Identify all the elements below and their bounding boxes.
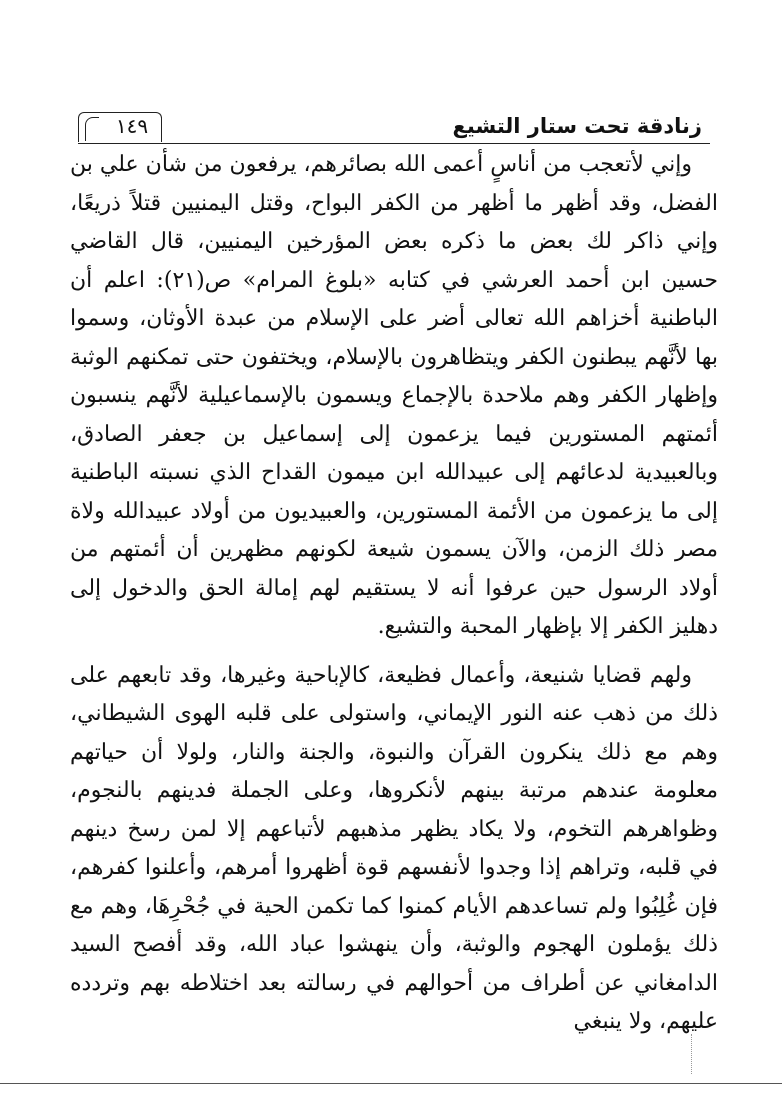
running-title: زنادقة تحت ستار التشيع: [452, 114, 702, 138]
margin-mark: [691, 1034, 696, 1074]
page-bottom-edge: [0, 1083, 782, 1084]
body-text: [70, 146, 718, 1042]
paragraph-2: ولهم قضايا شنيعة، وأعمال فظيعة، كالإباحية وغيرها، وقد تابعهم على ذلك من ذهب عنه النور الإيماني، واستولى على قلبه الهوى الشيطاني، وهم مع ذلك ينكرون القرآن والنبوة، والجنة والنار، ولولا أن حياتهم معلومة عندهم مرتبة بينهم لأنكروها، وعلى الجملة فدينهم بالنجوم، وظواهرهم التخوم، ولا يكاد يظهر مذهبهم لأتباعهم إلا لمن رسخ دينهم في قلبه، وتراهم إذا وجدوا لأنفسهم قوة أظهروا أمرهم، وأعلنوا كفرهم، فإن غُلِبُوا ولم تساعدهم الأيام كمنوا كما تكمن الحية في جُحْرِهَا، وهم مع ذلك يؤملون الهجوم والوثبة، وأن ينهشوا عباد الله، وقد أفصح السيد الدامغاني عن أطراف من أحوالهم في رسالته بعد اختلاطه بهم وتردده عليهم، ولا ينبغي: [70, 662, 718, 1034]
running-header: [78, 112, 710, 144]
paragraph-1: وإني لأتعجب من أناسٍ أعمى الله بصائرهم، يرفعون من شأن علي بن الفضل، وقد أظهر ما أظهر من الكفر البواح، وقتل اليمنيين قتلاً ذريعًا، وإني ذاكر لك بعض ما ذكره بعض المؤرخين اليمنيين، قال القاضي حسين ابن أحمد العرشي في كتابه «بلوغ المرام» ص(٢١): اعلم أن الباطنية أخزاهم الله تعالى أضر على الإسلام من عبدة الأوثان، وسموا بها لأنَّهم يبطنون الكفر ويتظاهرون بالإسلام، ويختفون حتى تمكنهم الوثبة وإظهار الكفر وهم ملاحدة بالإجماع ويسمون بالإسماعيلية لأنَّهم ينسبون أئمتهم المستورين فيما يزعمون إلى إسماعيل بن جعفر الصادق، وبالعبيدية لدعائهم إلى عبيدالله ابن ميمون القداح الذي نسبته الباطنية إلى ما يزعمون من الأئمة المستورين، والعبيديون من أولاد عبيدالله ولاة مصر ذلك الزمن، والآن يسمون شيعة لكونهم مظهرين أن أئمتهم من أولاد الرسول حين عرفوا أنه لا يستقيم لهم إمالة الحق والدخول إلى دهليز الكفر إلا بإظهار المحبة والتشيع.: [70, 152, 718, 639]
header-rule: [78, 143, 710, 144]
page-number-frame: [78, 112, 162, 142]
page-number: ١٤٩: [115, 114, 149, 138]
frame-ornament: [85, 117, 99, 141]
